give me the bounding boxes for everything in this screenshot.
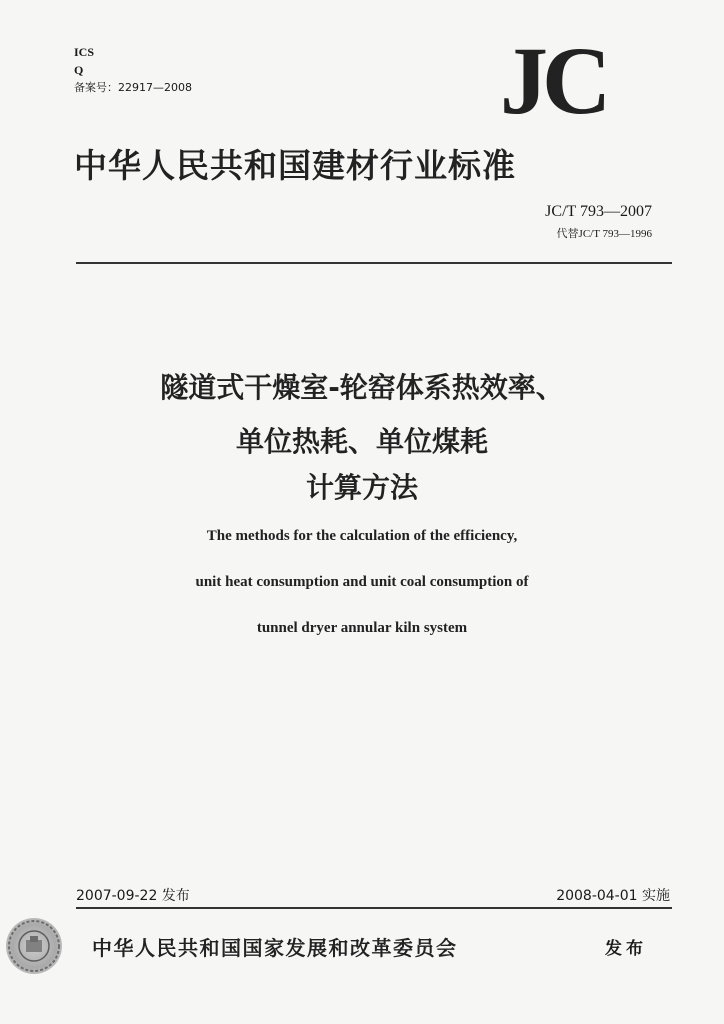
ics-label: ICS — [74, 45, 95, 59]
header-divider — [76, 262, 672, 264]
zh-title-line-3: 计算方法 — [305, 471, 418, 504]
replaces-code: 代替JC/T 793—1996 — [556, 228, 652, 240]
en-title-line-2: unit heat consumption and unit coal consumption of — [195, 574, 529, 590]
issue-date: 2007-09-22 发布 — [76, 888, 190, 904]
effective-date: 2008-04-01 实施 — [556, 888, 670, 904]
en-title-line-1: The methods for the calculation of the efficiency, — [206, 528, 518, 544]
zh-title-line-1: 隧道式干燥室-轮窑体系热效率、 — [160, 371, 564, 404]
standard-type-title: 中华人民共和国建材行业标准 — [74, 146, 516, 185]
issuing-authority: 中华人民共和国国家发展和改革委员会 — [92, 936, 458, 960]
en-title-line-3: tunnel dryer annular kiln system — [256, 620, 468, 636]
jc-logo: JC — [500, 27, 606, 134]
standard-code: JC/T 793—2007 — [545, 203, 652, 220]
zh-title-line-2: 单位热耗、单位煤耗 — [235, 425, 488, 458]
footer-divider — [76, 907, 672, 909]
issue-word: 发布 — [605, 939, 647, 959]
filing-number: 备案号：22917—2008 — [74, 81, 192, 94]
seal-stamp — [6, 918, 62, 974]
category-label: Q — [74, 63, 84, 77]
